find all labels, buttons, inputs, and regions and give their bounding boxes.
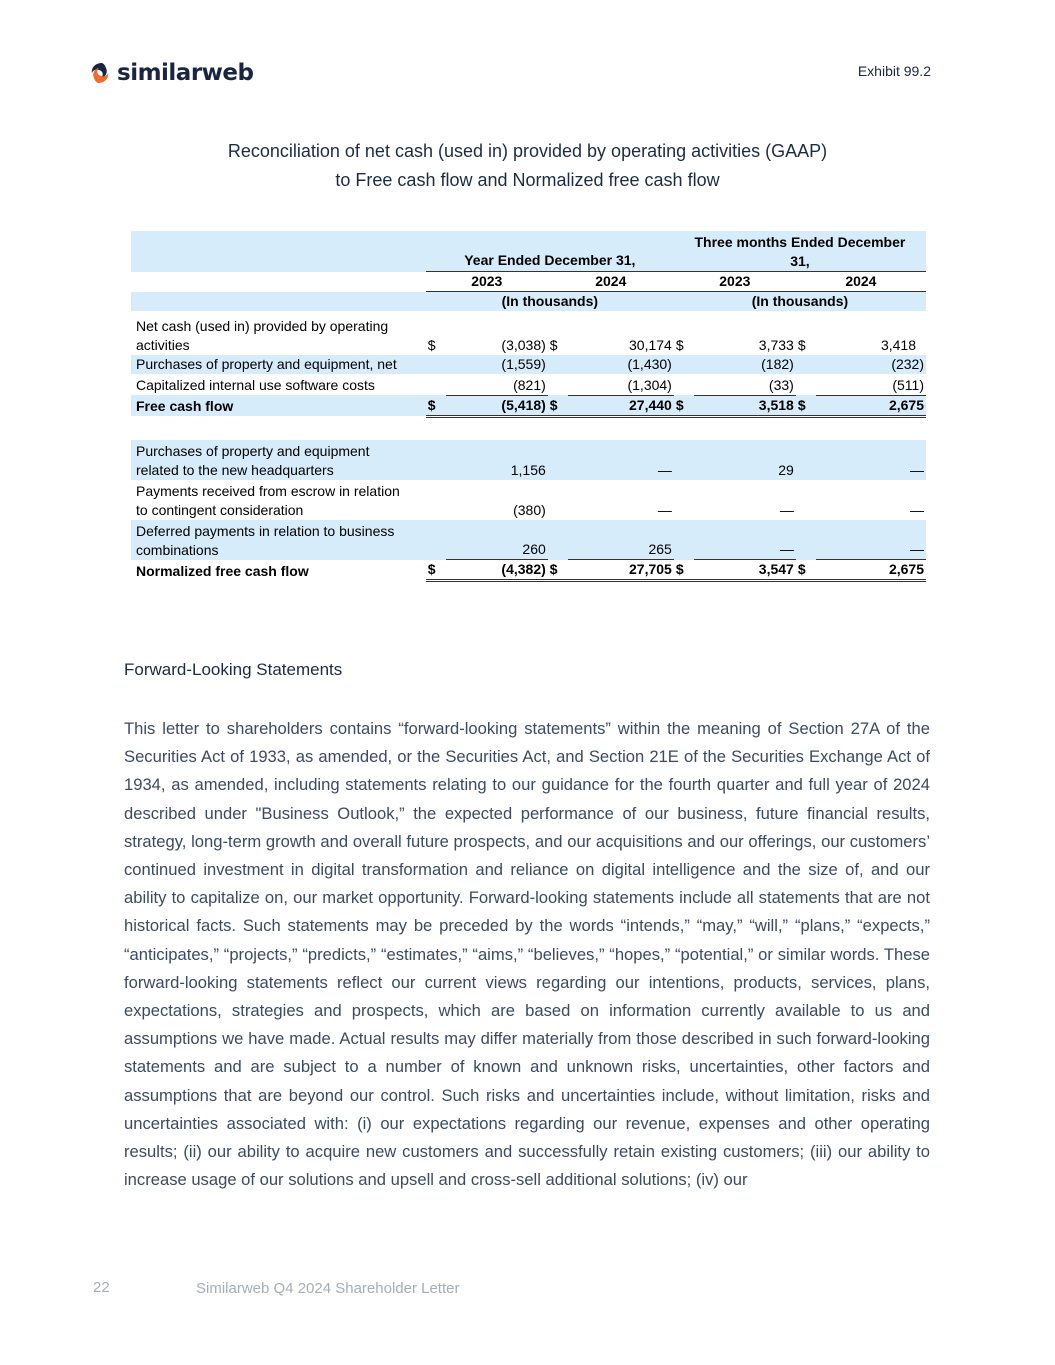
section-heading: Forward-Looking Statements [124,660,343,679]
cell-value: (33) [694,374,796,395]
year-2024-quarter: 2024 [796,272,926,292]
similarweb-logo-mark-icon [89,61,111,85]
cell-value: 1,156 [446,440,548,480]
row-label [131,520,426,560]
cell-value: 265 [568,520,674,560]
cell-value: 2,675 [816,395,926,416]
row-label: Purchases of property and equipment, net [131,355,426,374]
cell-value: (182) [694,355,796,374]
cell-value: (3,038) [446,311,548,355]
cell-value: 27,440 [568,395,674,416]
cell-value: (821) [446,374,548,395]
similarweb-logo [89,60,253,86]
currency-symbol: $ [674,560,694,581]
cell-value: 3,418 [816,311,926,355]
table-row [131,440,926,480]
table-units-row [131,292,926,312]
cell-value: — [816,440,926,480]
table-header-row [131,231,926,272]
table-years-row [131,272,926,292]
units-quarter: (In thousands) [674,292,926,312]
cell-value: 3,518 [694,395,796,416]
logo-text: similarweb [117,60,254,86]
row-label-line2: combinations [136,541,219,558]
cell-value: 260 [446,520,548,560]
row-label [131,440,426,480]
currency-symbol: $ [796,395,816,416]
currency-symbol: $ [674,395,694,416]
cell-value: — [816,520,926,560]
page-title-line2: to Free cash flow and Normalized free cash flow [335,170,720,190]
cell-value: — [816,480,926,520]
cell-value: (1,304) [568,374,674,395]
table-row [131,520,926,560]
table-row [131,374,926,395]
cell-value: (380) [446,480,548,520]
year-2023-annual: 2023 [426,272,548,292]
page-title [0,137,1055,195]
row-label-line1: Deferred payments in relation to business [136,522,395,539]
cell-value: (511) [816,374,926,395]
header-three-months-line1: Three months Ended December [694,234,906,250]
forward-looking-paragraph: This letter to shareholders contains “forward-looking statements” within the meaning of Section 27A of the Securities Act of 1933, as amended, or the Securities Act, and Section 21E of the Securities Exchange Act of 1934, as amended, including statements relating to our guidance for the fourth quarter and full year of 2024 described under "Business Outlook,” the expected performance of our business, future financial results, strategy, long-term growth and overall future prospects, and our acquisitions and our offerings, our customers’ continued investment in digital transformation and reliance on digital intelligence and the size of, and our ability to capitalize on, our market opportunity. Forward-looking statements include all statements that are not historical facts. Such statements may be preceded by the words “intends,” “may,” “will,” “plans,” “expects,” “anticipates,” “projects,” “predicts,” “estimates,” “aims,” “believes,” “hopes,” “potential,” or similar words. These forward-looking statements reflect our current views regarding our intentions, products, services, plans, expectations, strategies and prospects, which are based on information currently available to us and assumptions we have made. Actual results may differ materially from those described in such forward-looking statements and are subject to a number of known and unknown risks, uncertainties, other factors and assumptions that are beyond our control. Such risks and uncertainties include, without limitation, risks and uncertainties associated with: (i) our expectations regarding our revenue, expenses and other operating results; (ii) our ability to acquire new customers and successfully retain existing customers; (iii) our ability to increase usage of our solutions and upsell and cross-sell additional solutions; (iv) our [124,719,930,1190]
currency-symbol: $ [548,311,568,355]
cell-value: — [568,480,674,520]
header-three-months-line2: 31, [790,253,810,269]
table-spacer-row [131,416,926,440]
cell-value: (1,559) [446,355,548,374]
exhibit-label: Exhibit 99.2 [857,63,931,79]
row-label-line1: Purchases of property and equipment [136,442,370,459]
row-label-line1: Payments received from escrow in relation [136,482,400,499]
row-label [131,480,426,520]
row-label-line2: activities [136,337,190,353]
header-year-ended: Year Ended December 31, [426,231,674,272]
page-number: 22 [93,1279,110,1296]
cell-value: 3,733 [694,311,796,355]
year-2023-quarter: 2023 [674,272,796,292]
row-label: Capitalized internal use software costs [131,374,426,395]
cell-value: — [694,520,796,560]
cell-value: (4,382) [446,560,548,581]
currency-symbol: $ [426,395,446,416]
cell-value: 27,705 [568,560,674,581]
currency-symbol: $ [426,560,446,581]
cell-value: (5,418) [446,395,548,416]
currency-symbol: $ [548,560,568,581]
header-three-months [674,231,926,272]
page-title-line1: Reconciliation of net cash (used in) provided by operating activities (GAAP) [227,141,828,161]
cell-value: 2,675 [816,560,926,581]
row-label: Normalized free cash flow [131,560,426,581]
row-label-line2: related to the new headquarters [136,461,334,478]
cell-value: — [568,440,674,480]
table-row-total [131,395,926,416]
row-label [131,311,426,355]
cell-value: (232) [816,355,926,374]
currency-symbol: $ [796,311,816,355]
table-row-total [131,560,926,581]
cell-value: — [694,480,796,520]
currency-symbol: $ [548,395,568,416]
table-row [131,480,926,520]
cell-value: (1,430) [568,355,674,374]
units-annual: (In thousands) [426,292,674,312]
reconciliation-table [131,231,926,582]
currency-symbol: $ [426,311,446,355]
row-label-line1: Net cash (used in) provided by operating [136,318,389,334]
cell-value: 29 [694,440,796,480]
cell-value: 3,547 [694,560,796,581]
currency-symbol: $ [674,311,694,355]
table-row [131,311,926,355]
cell-value: 30,174 [568,311,674,355]
footer-title: Similarweb Q4 2024 Shareholder Letter [196,1280,460,1297]
currency-symbol: $ [796,560,816,581]
table-row [131,355,926,374]
row-label: Free cash flow [131,395,426,416]
year-2024-annual: 2024 [548,272,674,292]
row-label-line2: to contingent consideration [136,501,304,518]
